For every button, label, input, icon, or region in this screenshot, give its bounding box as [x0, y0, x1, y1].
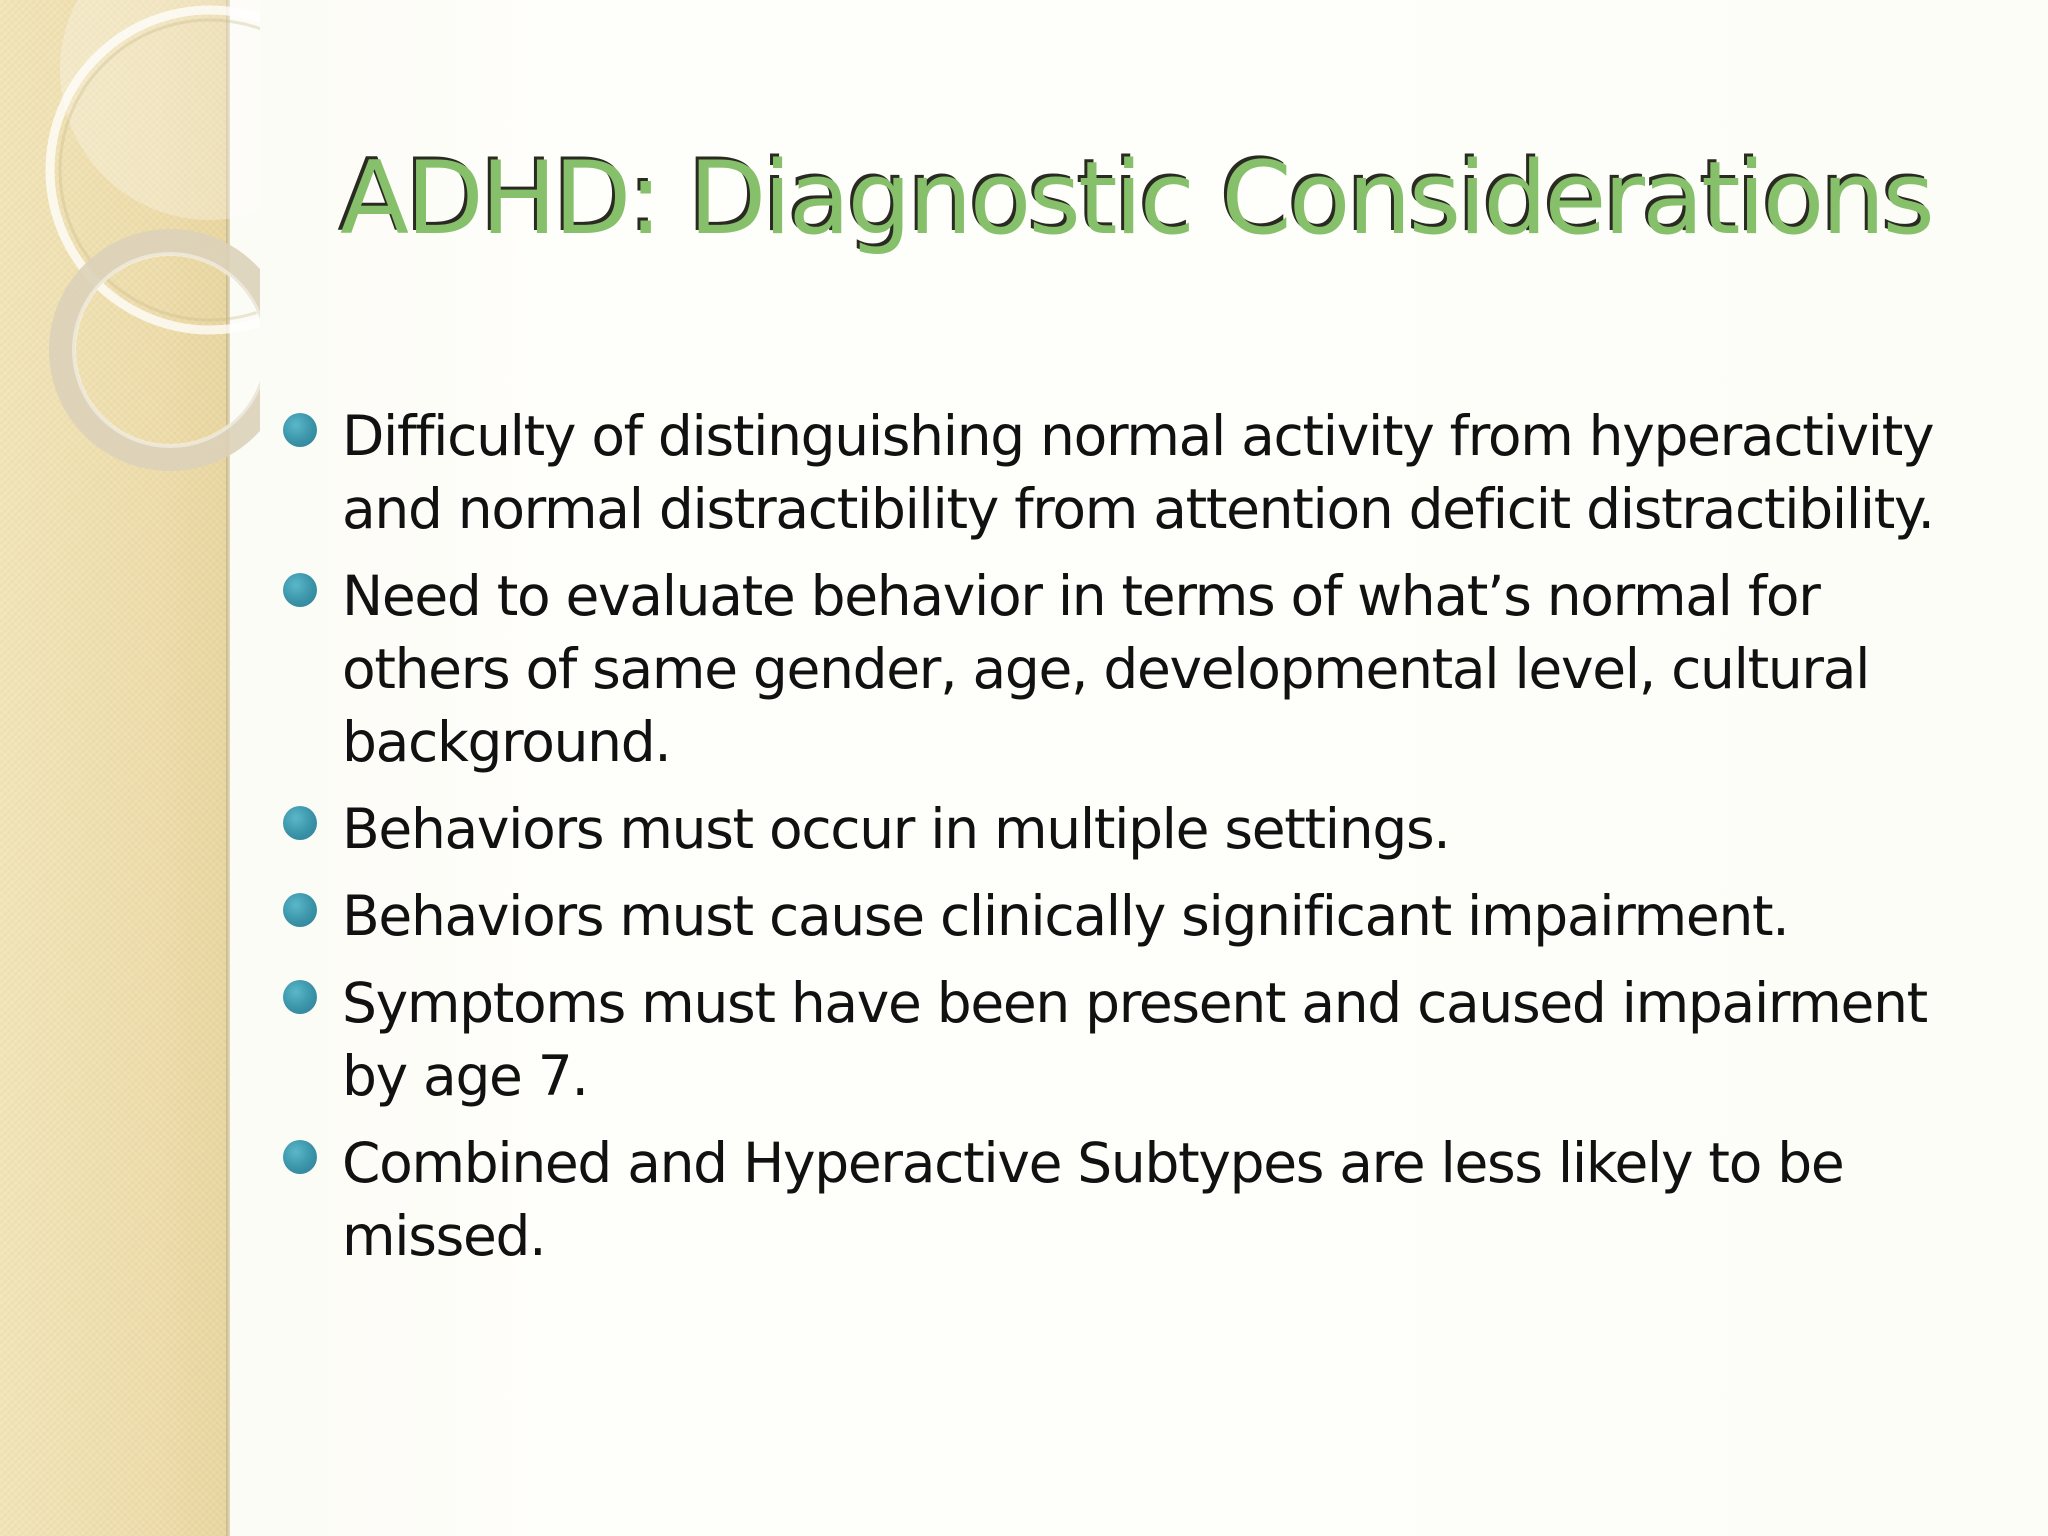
bullet-text: Combined and Hyperactive Subtypes are less likely to be missed. — [342, 1131, 1844, 1268]
bullet-text: Difficulty of distinguishing normal activity from hyperactivity and normal distractibility from attention deficit distractibility. — [342, 404, 1934, 541]
bullet-text: Behaviors must cause clinically significant impairment. — [342, 884, 1789, 948]
slide-title: ADHD: Diagnostic Considerations — [340, 139, 1933, 257]
bullet-text: Symptoms must have been present and caused impairment by age 7. — [342, 971, 1927, 1108]
ring-fill — [60, 0, 260, 220]
bullet-item — [280, 560, 1990, 779]
bullet-item — [280, 967, 1990, 1113]
bullet-text: Behaviors must occur in multiple settings. — [342, 797, 1450, 861]
bullet-dot-icon — [283, 980, 317, 1014]
bullet-text: Need to evaluate behavior in terms of what’s normal for others of same gender, age, developmental level, cultural background. — [342, 564, 1870, 774]
small-ring-highlight — [74, 254, 260, 446]
bullet-item — [280, 880, 1990, 953]
bullet-dot-icon — [283, 573, 317, 607]
bullet-item — [280, 1127, 1990, 1273]
bullet-item — [280, 400, 1990, 546]
bullet-dot-icon — [283, 806, 317, 840]
bullet-dot-icon — [283, 413, 317, 447]
bullet-dot-icon — [283, 893, 317, 927]
bullet-dot-icon — [283, 1140, 317, 1174]
bullet-item — [280, 793, 1990, 866]
decorative-rings — [0, 0, 260, 520]
bullet-list — [280, 400, 1990, 1287]
